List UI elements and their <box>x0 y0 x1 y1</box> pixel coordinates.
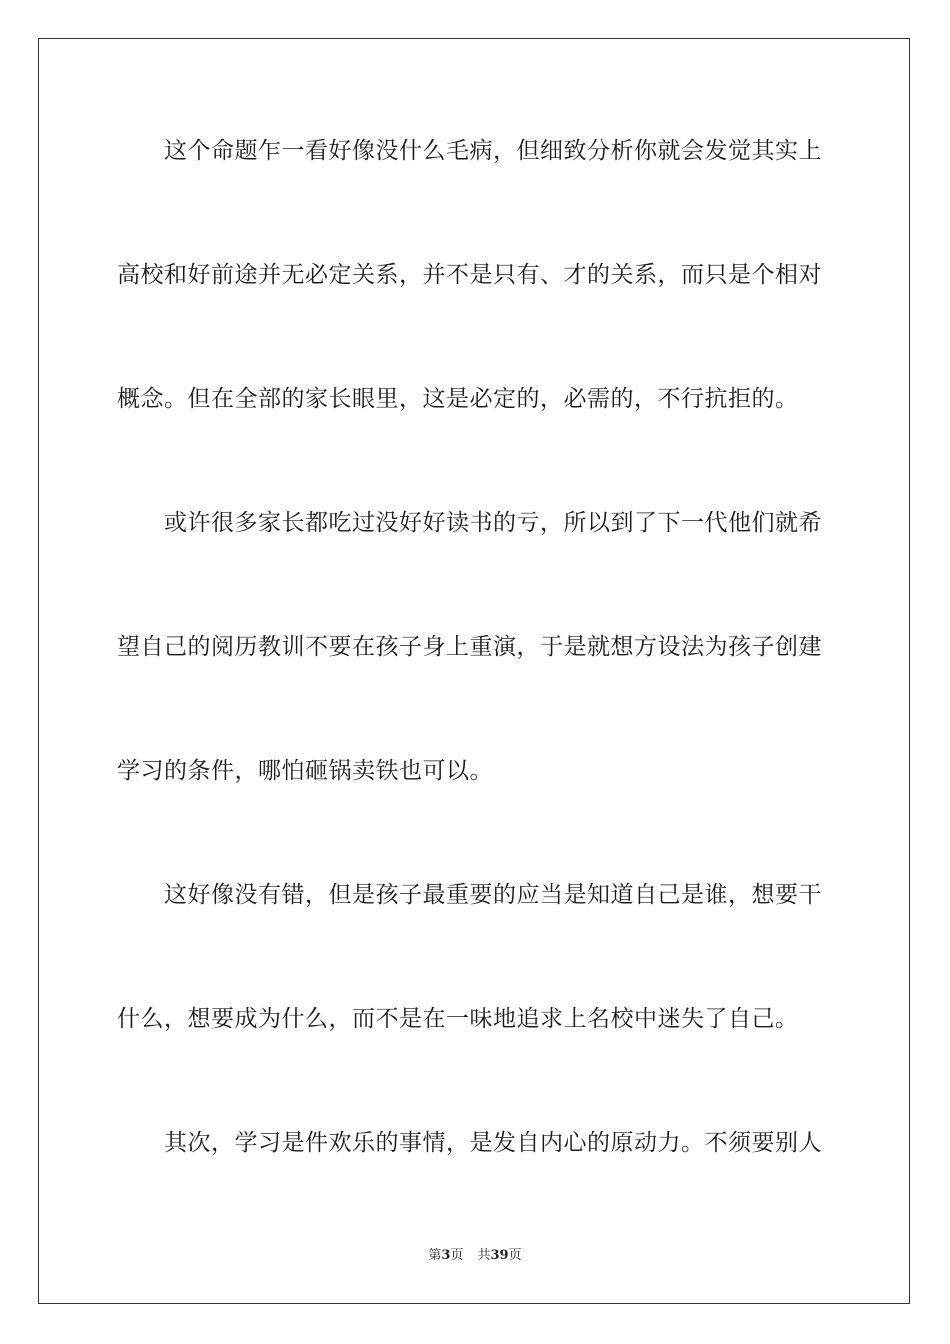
text-line-4: 或许很多家长都吃过没好好读书的亏，所以到了下一代他们就希 <box>117 510 822 536</box>
text-line-8: 什么，想要成为什么，而不是在一味地追求上名校中迷失了自己。 <box>117 1006 799 1032</box>
text-line-3: 概念。但在全部的家长眼里，这是必定的，必需的，不行抗拒的。 <box>117 386 799 412</box>
text-line-2: 高校和好前途并无必定关系，并不是只有、才的关系，而只是个相对 <box>117 262 822 288</box>
page-number: 3 <box>441 1248 451 1263</box>
text-line-5: 望自己的阅历教训不要在孩子身上重演，于是就想方设法为孩子创建 <box>117 634 822 660</box>
text-line-1: 这个命题乍一看好像没什么毛病，但细致分析你就会发觉其实上 <box>117 138 822 164</box>
page-footer <box>0 1248 950 1264</box>
text-line-9: 其次，学习是件欢乐的事情，是发自内心的原动力。不须要别人 <box>117 1130 822 1156</box>
total-suffix: 页 <box>508 1248 522 1263</box>
page-suffix: 页 <box>450 1248 464 1263</box>
page-border <box>38 38 910 1304</box>
page-prefix: 第 <box>428 1248 442 1263</box>
text-line-6: 学习的条件，哪怕砸锅卖铁也可以。 <box>117 758 493 784</box>
text-line-7: 这好像没有错，但是孩子最重要的应当是知道自己是谁，想要干 <box>117 882 822 908</box>
total-prefix: 共 <box>477 1248 491 1263</box>
total-pages: 39 <box>490 1248 509 1263</box>
